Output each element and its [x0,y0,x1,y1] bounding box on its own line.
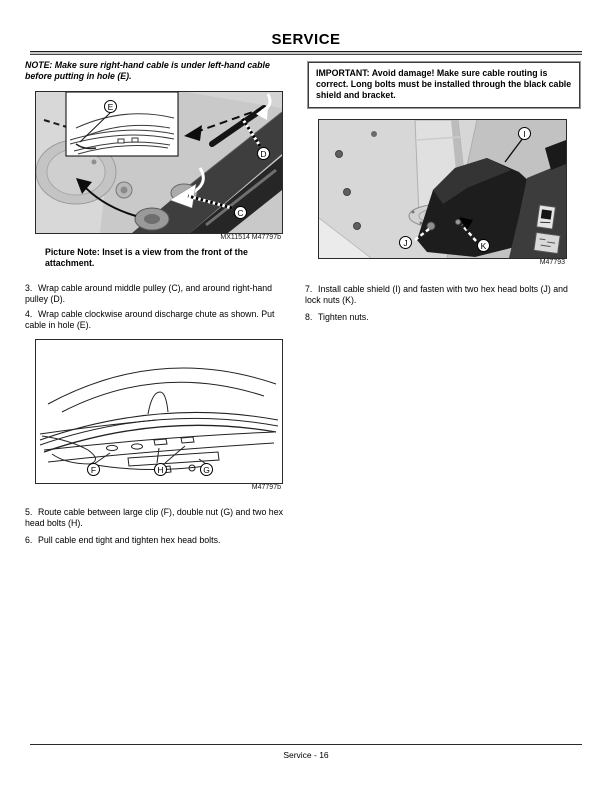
figure-cable-routing-drawing [35,339,283,484]
header-rule [30,51,582,55]
callout-c: C [234,206,247,219]
page-title: SERVICE [271,31,341,48]
step-3 [25,283,291,305]
callout-g: G [200,463,213,476]
figure1-caption: MX11514 M47797b [220,234,281,241]
figure3-caption: M47793 [539,259,565,266]
callout-k: K [477,239,490,252]
cable-shield-illustration [319,120,566,258]
step-6-number: 6. [25,534,33,545]
figure-cable-shield-photo [318,119,567,259]
step-3-text: Wrap cable around middle pulley (C), and around right-hand pulley (D). [25,282,273,304]
footer-page-label: Service - 16 [283,750,329,760]
step-5 [25,507,291,529]
callout-d: D [257,147,270,160]
step-7-number: 7. [305,283,313,294]
callout-i: I [518,127,531,140]
figure-pulley-photo [35,91,283,234]
step-7 [305,284,583,306]
figure2-caption: M47797b [251,484,281,491]
callout-f: F [87,463,100,476]
cable-routing-illustration [36,340,282,483]
step-4-number: 4. [25,308,33,319]
picture-note: Picture Note: Inset is a view from the front of the attachment. [45,247,248,268]
step-4-text: Wrap cable clockwise around discharge chute as shown. Put cable in hole (E). [25,308,275,330]
important-box: IMPORTANT: Avoid damage! Make sure cable routing is correct. Long bolts must be installed through the black cable shield and bracket. [308,62,580,108]
note-text: NOTE: Make sure right-hand cable is under left-hand cable before putting in hole (E). [25,60,270,81]
step-8-number: 8. [305,311,313,322]
step-5-text: Route cable between large clip (F), double nut (G) and two hex head bolts (H). [25,506,283,528]
callout-h: H [154,463,167,476]
step-4 [25,309,291,331]
step-6-text: Pull cable end tight and tighten hex head bolts. [38,534,221,545]
footer-rule [30,744,582,745]
step-3-number: 3. [25,282,33,293]
callout-j: J [399,236,412,249]
callout-e: E [104,100,117,113]
step-6 [25,535,291,546]
step-5-number: 5. [25,506,33,517]
step-7-text: Install cable shield (I) and fasten with two hex head bolts (J) and lock nuts (K). [305,283,568,305]
step-8-text: Tighten nuts. [318,311,369,322]
step-8 [305,312,583,323]
